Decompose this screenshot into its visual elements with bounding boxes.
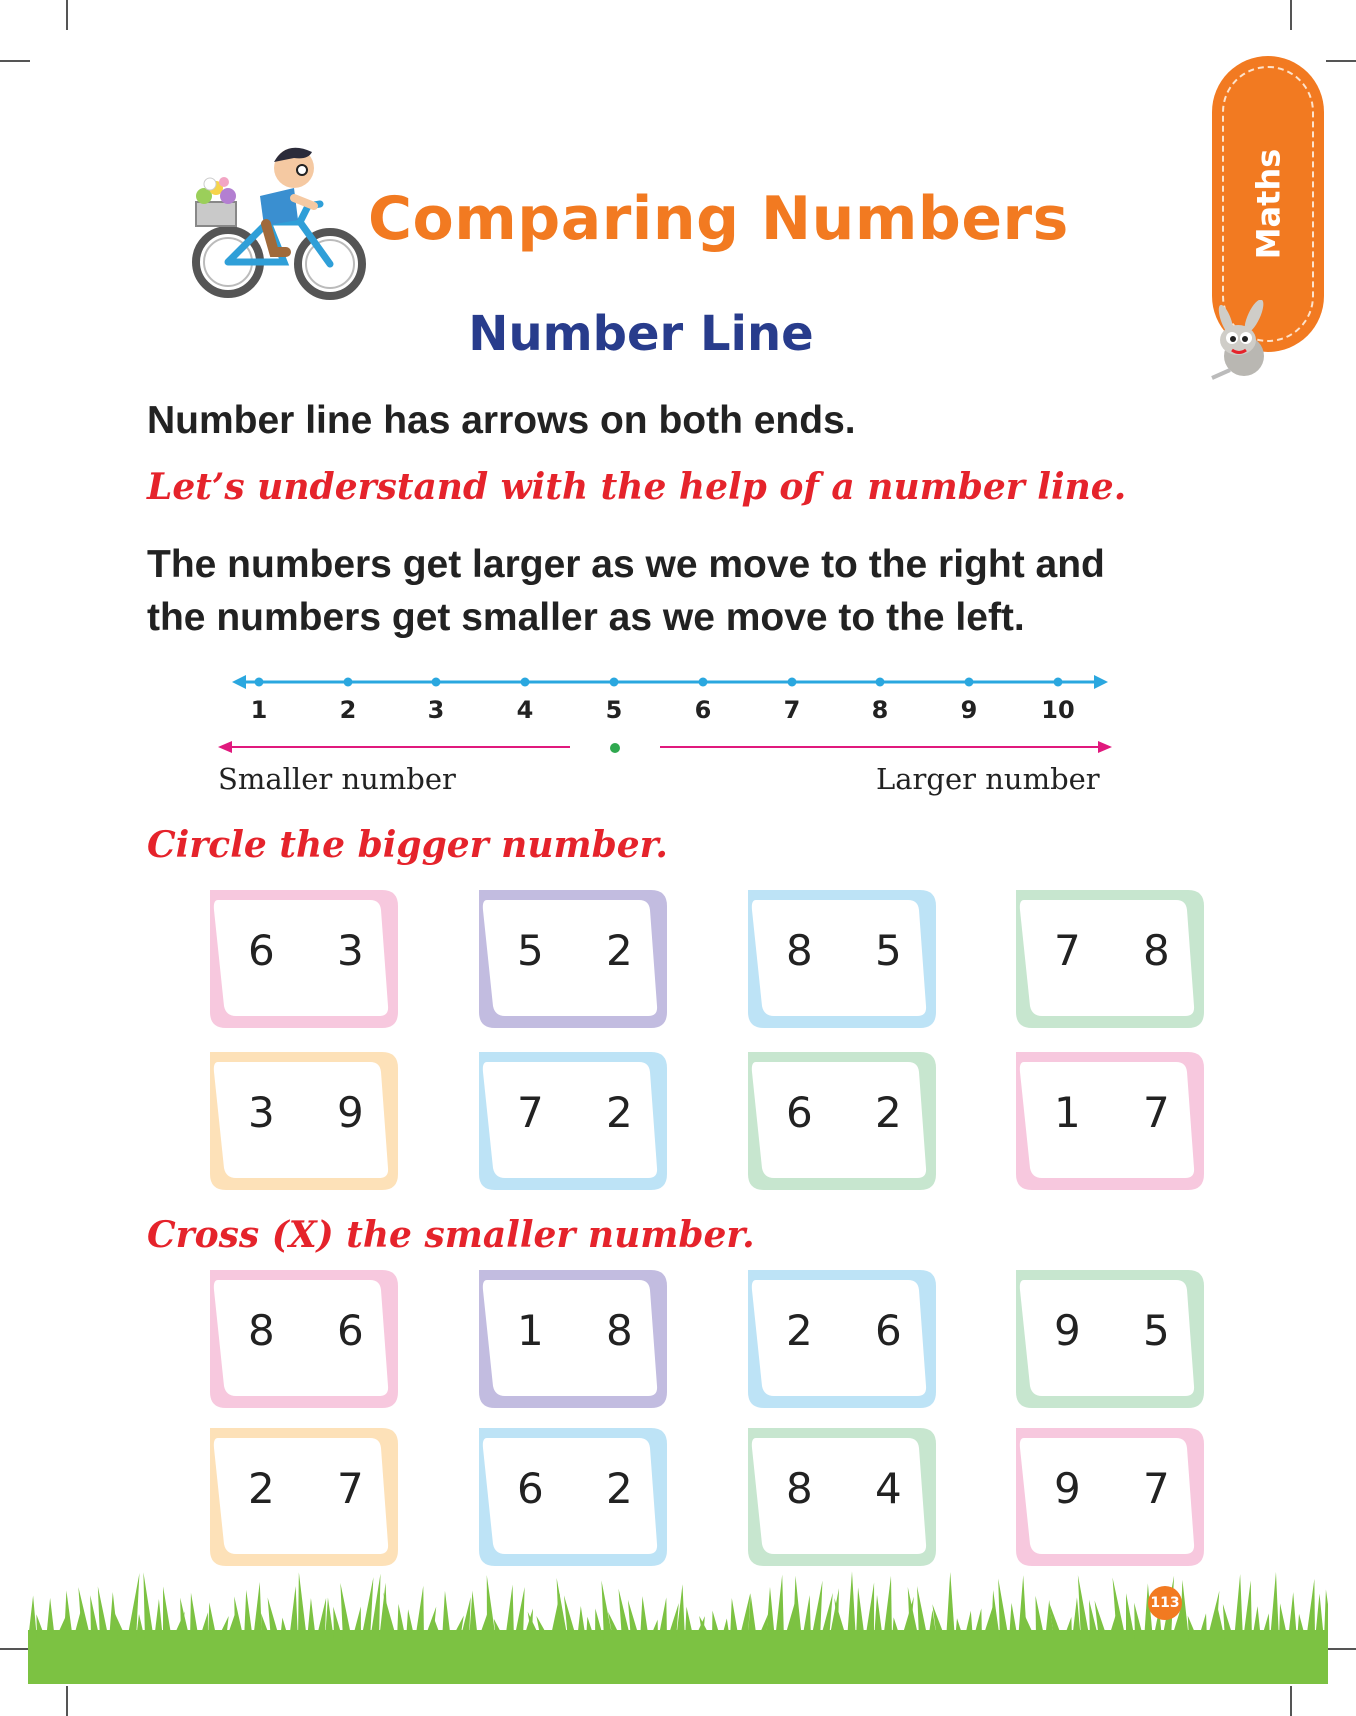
grass-blade — [28, 1595, 37, 1640]
card-number-right[interactable]: 4 — [875, 1464, 902, 1513]
number-line-tick-label: 3 — [427, 696, 445, 724]
grass-blade — [856, 1587, 865, 1640]
grass-blade — [109, 1592, 118, 1640]
card-number-left[interactable]: 8 — [786, 926, 813, 975]
grass-blade — [1315, 1594, 1324, 1640]
card-number-left[interactable]: 6 — [517, 1464, 544, 1513]
grass-blade — [478, 1614, 487, 1640]
grass-blade — [964, 1611, 973, 1640]
circle-instruction: Circle the bigger number. — [147, 824, 668, 866]
grass-blade — [1036, 1596, 1045, 1640]
grass-blade — [892, 1617, 901, 1640]
boy-on-bicycle-illustration — [190, 140, 366, 300]
card-number-right[interactable]: 7 — [1143, 1088, 1170, 1137]
card-number-right[interactable]: 9 — [337, 1088, 364, 1137]
number-line-tick-label: 10 — [1041, 696, 1075, 724]
explanation-line-2: the numbers get smaller as we move to the left. — [147, 596, 1025, 639]
grass-blade — [1009, 1603, 1018, 1640]
grass-blade — [1126, 1593, 1135, 1640]
card-number-right[interactable]: 7 — [337, 1464, 364, 1513]
number-card[interactable] — [1010, 1270, 1206, 1408]
grass-blade — [793, 1576, 802, 1640]
number-card[interactable] — [204, 1428, 400, 1566]
grass-blade — [712, 1611, 721, 1640]
grass-blade — [1243, 1580, 1252, 1640]
grass-blade — [1180, 1580, 1189, 1640]
number-line-point — [610, 678, 619, 687]
number-line-tick-label: 1 — [250, 696, 268, 724]
card-number-right[interactable]: 6 — [337, 1306, 364, 1355]
card-number-left[interactable]: 1 — [517, 1306, 544, 1355]
grass-blade — [163, 1586, 172, 1640]
grass-blade — [406, 1609, 415, 1640]
number-card[interactable] — [742, 1428, 938, 1566]
grass-blade — [847, 1571, 856, 1640]
grass-blade — [973, 1608, 982, 1640]
cross-instruction: Cross (X) the smaller number. — [147, 1214, 755, 1256]
grass-blade — [307, 1598, 316, 1640]
card-number-left[interactable]: 8 — [248, 1306, 275, 1355]
grass-blade — [397, 1604, 406, 1640]
number-line-point — [876, 678, 885, 687]
grass-blade — [1063, 1617, 1072, 1640]
grass-blade — [946, 1572, 955, 1640]
grass-blade — [280, 1618, 289, 1640]
section-subtitle: Number Line — [468, 306, 814, 362]
grass-blade — [244, 1590, 253, 1640]
center-dot — [610, 743, 620, 753]
grass-blade — [154, 1599, 163, 1640]
grass-blade — [955, 1618, 964, 1640]
grass-blade — [298, 1572, 307, 1640]
card-number-left[interactable]: 3 — [248, 1088, 275, 1137]
grass-blade — [802, 1595, 811, 1640]
page-number: 113 — [1148, 1586, 1182, 1620]
grass-blade — [316, 1598, 326, 1640]
direction-arrows — [0, 730, 1356, 770]
grass-blade — [514, 1587, 525, 1640]
card-number-right[interactable]: 2 — [606, 1088, 633, 1137]
grass-blade — [1288, 1592, 1297, 1640]
card-number-left[interactable]: 6 — [248, 926, 275, 975]
grass-blade — [352, 1606, 361, 1640]
grass-blade — [1306, 1579, 1315, 1640]
grass-blade — [640, 1596, 649, 1640]
card-number-left[interactable]: 5 — [517, 926, 544, 975]
grass-blade — [190, 1593, 199, 1640]
grass-blade — [433, 1620, 442, 1640]
number-line-point — [255, 678, 264, 687]
grass-blade — [505, 1585, 514, 1640]
card-number-right[interactable]: 2 — [606, 926, 633, 975]
number-line-tick-label: 2 — [339, 696, 357, 724]
grass-blade — [253, 1582, 262, 1640]
number-card[interactable] — [742, 890, 938, 1028]
card-number-left[interactable]: 7 — [517, 1088, 544, 1137]
grass-blade — [730, 1598, 739, 1640]
grass-blade — [136, 1614, 145, 1640]
grass-blade — [415, 1586, 424, 1640]
number-card[interactable] — [473, 1270, 669, 1408]
number-line-point — [965, 678, 974, 687]
number-card[interactable] — [473, 1052, 669, 1190]
number-line-tick-label: 6 — [694, 696, 712, 724]
number-line-point — [432, 678, 441, 687]
grass-blade — [865, 1582, 874, 1640]
card-number-right[interactable]: 7 — [1143, 1464, 1170, 1513]
grass-decoration — [28, 1570, 1328, 1684]
number-line-tick-label: 5 — [605, 696, 623, 724]
larger-number-label: Larger number — [876, 762, 1100, 796]
grass-blade — [442, 1591, 451, 1640]
grass-blade — [685, 1607, 694, 1640]
instruction-text: Let’s understand with the help of a number line. — [147, 466, 1127, 508]
grass-blade — [325, 1597, 334, 1640]
card-number-left[interactable]: 8 — [786, 1464, 813, 1513]
grass-blade — [874, 1595, 883, 1640]
grass-blade — [1270, 1572, 1279, 1640]
number-card[interactable] — [742, 1052, 938, 1190]
explanation-line-1: The numbers get larger as we move to the right and — [147, 543, 1105, 586]
grass-blade — [586, 1617, 595, 1640]
number-card[interactable] — [742, 1270, 938, 1408]
number-line-point — [699, 678, 708, 687]
card-number-right[interactable]: 5 — [875, 926, 902, 975]
smaller-number-label: Smaller number — [218, 762, 456, 796]
card-number-left[interactable]: 1 — [1054, 1088, 1081, 1137]
grass-blade — [1252, 1606, 1261, 1640]
grass-blade — [208, 1602, 217, 1640]
grass-blade — [883, 1576, 892, 1640]
grass-blade — [649, 1620, 658, 1640]
intro-text: Number line has arrows on both ends. — [147, 399, 856, 442]
number-card[interactable] — [473, 890, 669, 1028]
number-line-point — [1054, 678, 1063, 687]
card-number-right[interactable]: 8 — [1143, 926, 1170, 975]
grass-blade — [469, 1591, 478, 1640]
card-number-left[interactable]: 2 — [786, 1306, 813, 1355]
number-card[interactable] — [204, 1052, 400, 1190]
card-number-right[interactable]: 3 — [337, 926, 364, 975]
grass-blade — [1018, 1575, 1027, 1640]
number-card[interactable] — [204, 1270, 400, 1408]
grass-blade — [991, 1590, 1000, 1640]
card-number-left[interactable]: 7 — [1054, 926, 1081, 975]
card-number-right[interactable]: 2 — [606, 1464, 633, 1513]
grass-blade — [658, 1597, 667, 1640]
number-card[interactable] — [1010, 890, 1206, 1028]
subject-tab-label: Maths — [1249, 148, 1287, 260]
number-line-tick-label: 8 — [871, 696, 889, 724]
card-number-right[interactable]: 2 — [875, 1088, 902, 1137]
grass-blade — [289, 1586, 298, 1640]
grass-blade — [1324, 1589, 1328, 1640]
card-number-left[interactable]: 2 — [248, 1464, 275, 1513]
grass-blade — [1261, 1613, 1270, 1640]
number-card[interactable] — [204, 890, 400, 1028]
grass-blade — [721, 1619, 730, 1640]
number-line-point — [788, 678, 797, 687]
number-line-tick-label: 9 — [960, 696, 978, 724]
grass-blade — [1297, 1614, 1306, 1640]
grass-blade — [143, 1572, 154, 1640]
grass-blade — [1198, 1613, 1207, 1640]
grass-blade — [1279, 1603, 1288, 1640]
number-card[interactable] — [473, 1428, 669, 1566]
grass-blade — [64, 1591, 73, 1640]
grass-blade — [199, 1612, 208, 1640]
grass-blade — [1234, 1574, 1243, 1640]
grass-blade — [595, 1608, 604, 1640]
page-title: Comparing Numbers — [368, 184, 1069, 254]
grass-blade — [775, 1575, 784, 1640]
card-number-left[interactable]: 6 — [786, 1088, 813, 1137]
card-number-right[interactable]: 6 — [875, 1306, 902, 1355]
grass-blade — [577, 1606, 586, 1640]
number-line-point — [344, 678, 353, 687]
number-line-point — [521, 678, 530, 687]
card-number-right[interactable]: 8 — [606, 1306, 633, 1355]
card-number-right[interactable]: 5 — [1143, 1306, 1170, 1355]
card-number-left[interactable]: 9 — [1054, 1306, 1081, 1355]
number-card[interactable] — [1010, 1428, 1206, 1566]
grass-blade — [766, 1587, 775, 1640]
number-card[interactable] — [1010, 1052, 1206, 1190]
grass-blade — [46, 1598, 55, 1640]
number-line-tick-label: 4 — [516, 696, 534, 724]
card-number-left[interactable]: 9 — [1054, 1464, 1081, 1513]
number-line-tick-label: 7 — [783, 696, 801, 724]
